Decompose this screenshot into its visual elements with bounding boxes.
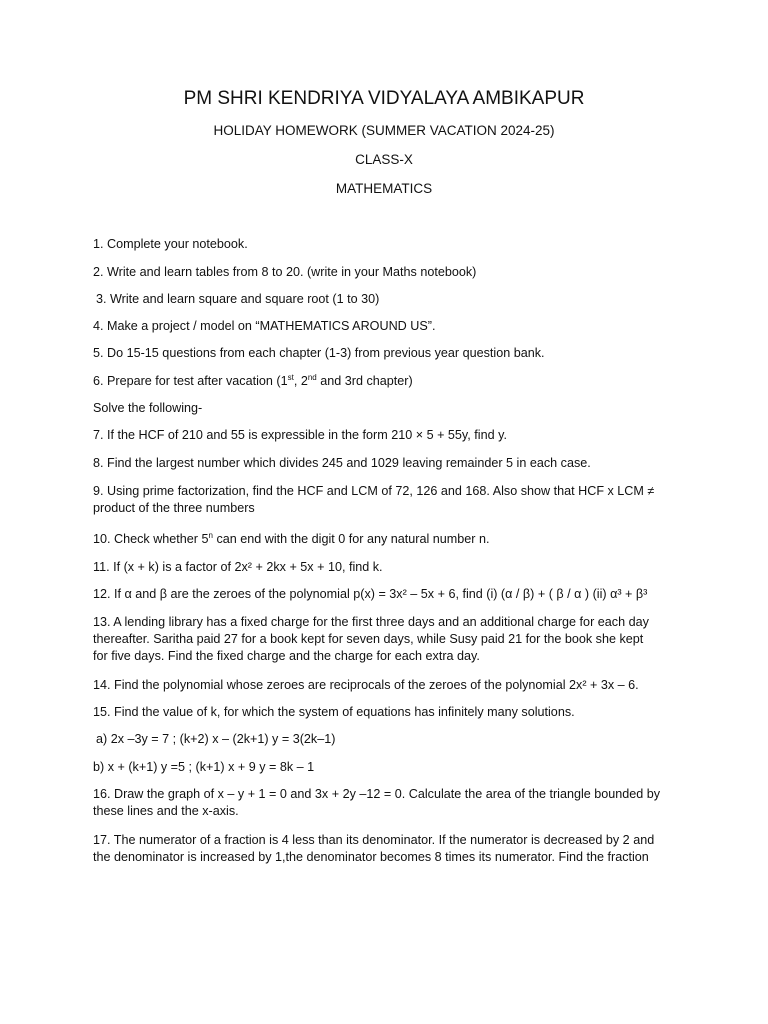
question-17-line-1: 17. The numerator of a fraction is 4 less than its denominator. If the numerator is decreased by 2 and — [93, 833, 655, 847]
question-16-line-2: these lines and the x-axis. — [93, 804, 239, 818]
question-13 — [93, 614, 683, 665]
question-15: 15. Find the value of k, for which the system of equations has infinitely many solutions. — [93, 705, 575, 719]
question-16 — [93, 786, 683, 820]
item-6-sup-2: nd — [307, 373, 317, 382]
question-9 — [93, 483, 683, 517]
question-14: 14. Find the polynomial whose zeroes are reciprocals of the zeroes of the polynomial 2x² + 3x – 6. — [93, 678, 639, 692]
question-17-line-2: the denominator is increased by 1,the denominator becomes 8 times its numerator. Find the fraction — [93, 850, 649, 864]
question-10-sup: n — [208, 531, 213, 540]
question-9-line-2: product of the three numbers — [93, 501, 255, 515]
solve-heading: Solve the following- — [93, 401, 203, 415]
item-4: 4. Make a project / model on “MATHEMATICS AROUND US”. — [93, 319, 436, 333]
question-13-line-3: for five days. Find the fixed charge and the charge for each extra day. — [93, 649, 480, 663]
item-3: 3. Write and learn square and square root (1 to 30) — [96, 292, 380, 306]
question-16-line-1: 16. Draw the graph of x – y + 1 = 0 and 3x + 2y –12 = 0. Calculate the area of the triangle bounded by — [93, 787, 661, 801]
question-17 — [93, 832, 683, 866]
question-13-line-2: thereafter. Saritha paid 27 for a book kept for seven days, while Susy paid 21 for the book she kept — [93, 632, 644, 646]
question-12: 12. If α and β are the zeroes of the polynomial p(x) = 3x² – 5x + 6, find (i) (α / β) + ( β / α ) (ii) α³ + β³ — [93, 587, 648, 601]
subject-label: MATHEMATICS — [335, 181, 433, 196]
item-6 — [93, 373, 683, 390]
homework-title: HOLIDAY HOMEWORK (SUMMER VACATION 2024-25) — [213, 123, 555, 138]
question-13-line-1: 13. A lending library has a fixed charge for the first three days and an additional charge for each day — [93, 615, 649, 629]
school-title: PM SHRI KENDRIYA VIDYALAYA AMBIKAPUR — [183, 88, 585, 109]
item-1: 1. Complete your notebook. — [93, 237, 248, 251]
item-6-text-c: and 3rd chapter) — [316, 374, 413, 388]
item-5: 5. Do 15-15 questions from each chapter (1-3) from previous year question bank. — [93, 346, 545, 360]
question-10-text-a: 10. Check whether 5 — [93, 532, 209, 546]
question-7: 7. If the HCF of 210 and 55 is expressible in the form 210 × 5 + 55y, find y. — [93, 428, 507, 442]
class-label: CLASS-X — [355, 152, 413, 167]
question-9-line-1: 9. Using prime factorization, find the HCF and LCM of 72, 126 and 168. Also show that HCF x LCM ≠ — [93, 484, 655, 498]
question-15b: b) x + (k+1) y =5 ; (k+1) x + 9 y = 8k – 1 — [93, 760, 315, 774]
item-6-text-a: 6. Prepare for test after vacation (1 — [93, 374, 288, 388]
question-10 — [93, 531, 683, 548]
item-6-text-b: , 2 — [293, 374, 308, 388]
question-8: 8. Find the largest number which divides 245 and 1029 leaving remainder 5 in each case. — [93, 456, 591, 470]
item-2: 2. Write and learn tables from 8 to 20. (write in your Maths notebook) — [93, 265, 477, 279]
item-6-sup-1: st — [287, 373, 294, 382]
question-10-text-b: can end with the digit 0 for any natural number n. — [212, 532, 490, 546]
question-11: 11. If (x + k) is a factor of 2x² + 2kx + 5x + 10, find k. — [93, 560, 383, 574]
question-15a: a) 2x –3y = 7 ; (k+2) x – (2k+1) y = 3(2k–1) — [96, 732, 336, 746]
